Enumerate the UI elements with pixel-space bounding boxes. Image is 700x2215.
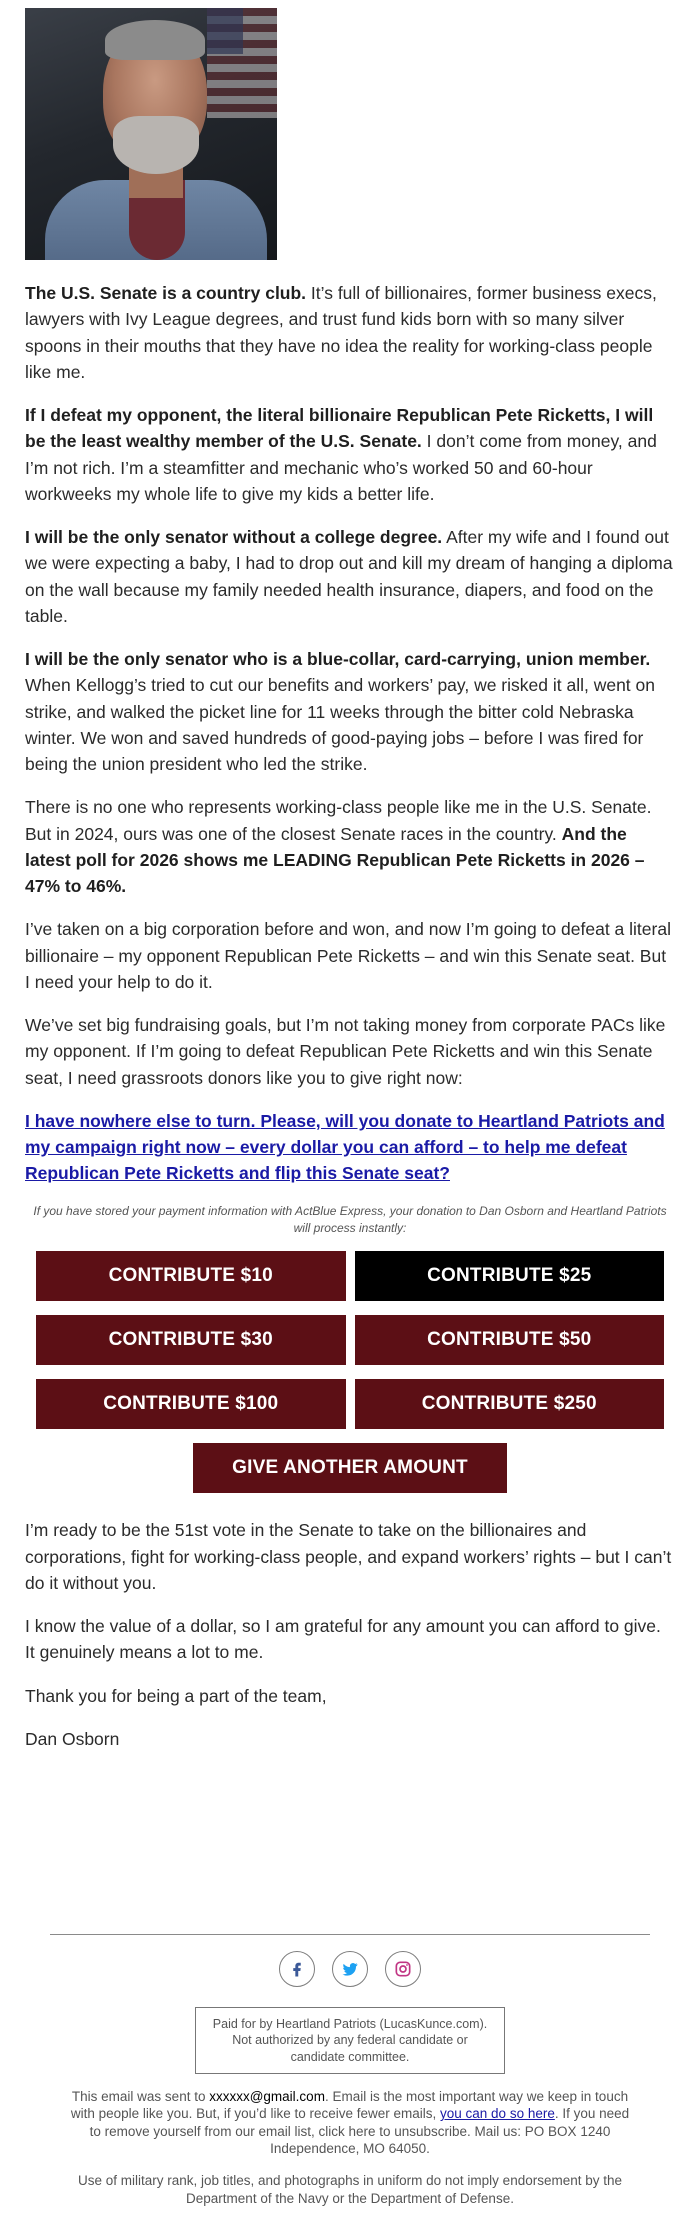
paragraph-value-of-dollar: I know the value of a dollar, so I am grateful for any amount you can afford to give. It genuinely means a lot to me. <box>25 1616 661 1663</box>
twitter-link[interactable] <box>332 1951 368 1987</box>
paragraph-51st-vote: I’m ready to be the 51st vote in the Senate to take on the billionaires and corporations, fight for working-class people, and expand workers’ rights – but I can’t do it without you. <box>25 1520 672 1593</box>
paragraph-lead: I will be the only senator without a college degree. <box>25 527 443 547</box>
instagram-link[interactable] <box>385 1951 421 1987</box>
candidate-portrait-image <box>25 8 277 260</box>
contribute-100-button[interactable]: CONTRIBUTE $100 <box>36 1379 346 1429</box>
paragraph-body: There is no one who represents working-class people like me in the U.S. Senate. But in 2024, ours was one of the closest Senate races in the country. <box>25 797 652 844</box>
fewer-emails-link[interactable]: you can do so here <box>440 2106 555 2122</box>
contribute-25-button[interactable]: CONTRIBUTE $25 <box>355 1251 665 1301</box>
notice-text: This email was sent to <box>71 2088 210 2104</box>
notice-text: . Email is the most important way we keep in touch with people like you. But, if you’d like to receive fewer emails, <box>70 2088 629 2122</box>
actblue-express-note: If you have stored your payment information with ActBlue Express, your donation to Dan Osborn and Heartland Patriots will process instantly: <box>33 1203 667 1235</box>
contribute-30-button[interactable]: CONTRIBUTE $30 <box>36 1315 346 1365</box>
footer-divider <box>50 1934 650 1935</box>
paragraph-big-corporation: I’ve taken on a big corporation before and won, and now I’m going to defeat a literal billionaire – my opponent Republican Pete Ricketts – and win this Senate seat. But I need your help to do it. <box>25 919 671 992</box>
email-footer <box>25 1934 675 2207</box>
portrait-hair <box>105 20 205 60</box>
flag-stars <box>207 8 243 54</box>
paragraph-lead: I will be the only senator who is a blue-collar, card-carrying, union member. <box>25 649 651 669</box>
notice-text: . If you need to remove yourself from our email list, click here to unsubscribe. Mail us: PO BOX 1240 Independence, MO 64050. <box>89 2106 630 2157</box>
paragraph-body: I don’t come from money, and I’m not rich. I’m a steamfitter and mechanic who’s worked 50 and 60-hour workweeks my whole life to give my kids a better life. <box>25 431 657 504</box>
portrait-beard <box>113 116 199 174</box>
twitter-icon <box>340 1959 360 1979</box>
paragraph-body: After my wife and I found out we were expecting a baby, I had to drop out and kill my dream of hanging a diploma on the wall because my family needed health insurance, diapers, and food on the table. <box>25 527 673 626</box>
signature-name: Dan Osborn <box>25 1728 120 1749</box>
contribute-50-button[interactable]: CONTRIBUTE $50 <box>355 1315 665 1365</box>
contribute-button-grid <box>25 1251 675 1429</box>
paragraph-lead: If I defeat my opponent, the literal billionaire Republican Pete Ricketts, I will be the least wealthy member of the U.S. Senate. <box>25 405 654 452</box>
donate-ask-link[interactable]: I have nowhere else to turn. Please, will you donate to Heartland Patriots and my campaign right now – every dollar you can afford – to help me defeat Republican Pete Ricketts and flip this Senate seat? <box>25 1110 665 1184</box>
instagram-icon <box>393 1959 413 1979</box>
social-links <box>25 1951 675 1987</box>
paid-for-disclaimer: Paid for by Heartland Patriots (LucasKunce.com). Not authorized by any federal candidate or candidate committee. <box>195 2007 505 2074</box>
paragraph-poll-highlight: And the latest poll for 2026 shows me LEADING Republican Pete Ricketts in 2026 – 47% to 46%. <box>25 823 645 896</box>
email-sent-notice <box>25 2088 675 2158</box>
paragraph-body: It’s full of billionaires, former business execs, lawyers with Ivy League degrees, and trust fund kids born with so many silver spoons in their mouths that they have no idea the reality for working-class people like me. <box>25 283 657 382</box>
facebook-icon <box>287 1959 307 1979</box>
paragraph-lead: The U.S. Senate is a country club. <box>25 283 307 303</box>
paragraph-least-wealthy <box>25 402 675 507</box>
paragraph-body: When Kellogg’s tried to cut our benefits and workers’ pay, we risked it all, went on strike, and walked the picket line for 11 weeks through the bitter cold Nebraska winter. We won and saved hundreds of good-paying jobs – before I was fired for being the union president who led the strike. <box>25 675 655 774</box>
facebook-link[interactable] <box>279 1951 315 1987</box>
paragraph-union-member <box>25 646 675 777</box>
paragraph-thank-you: Thank you for being a part of the team, <box>25 1685 327 1706</box>
recipient-email: xxxxxx@gmail.com <box>209 2088 325 2104</box>
paragraph-country-club <box>25 280 675 385</box>
other-amount-row <box>25 1443 675 1493</box>
contribute-250-button[interactable]: CONTRIBUTE $250 <box>355 1379 665 1429</box>
paragraph-no-degree <box>25 524 675 629</box>
paragraph-poll <box>25 794 675 899</box>
footer-spacer <box>25 1769 675 1934</box>
give-another-amount-button[interactable]: GIVE ANOTHER AMOUNT <box>193 1443 507 1493</box>
military-disclaimer: Use of military rank, job titles, and photographs in uniform do not imply endorsement by the Department of the Navy or the Department of Defense. <box>77 2172 623 2206</box>
paragraph-fundraising-goals: We’ve set big fundraising goals, but I’m not taking money from corporate PACs like my opponent. If I’m going to defeat Republican Pete Ricketts and win this Senate seat, I need grassroots donors like you to give right now: <box>25 1015 666 1088</box>
contribute-10-button[interactable]: CONTRIBUTE $10 <box>36 1251 346 1301</box>
